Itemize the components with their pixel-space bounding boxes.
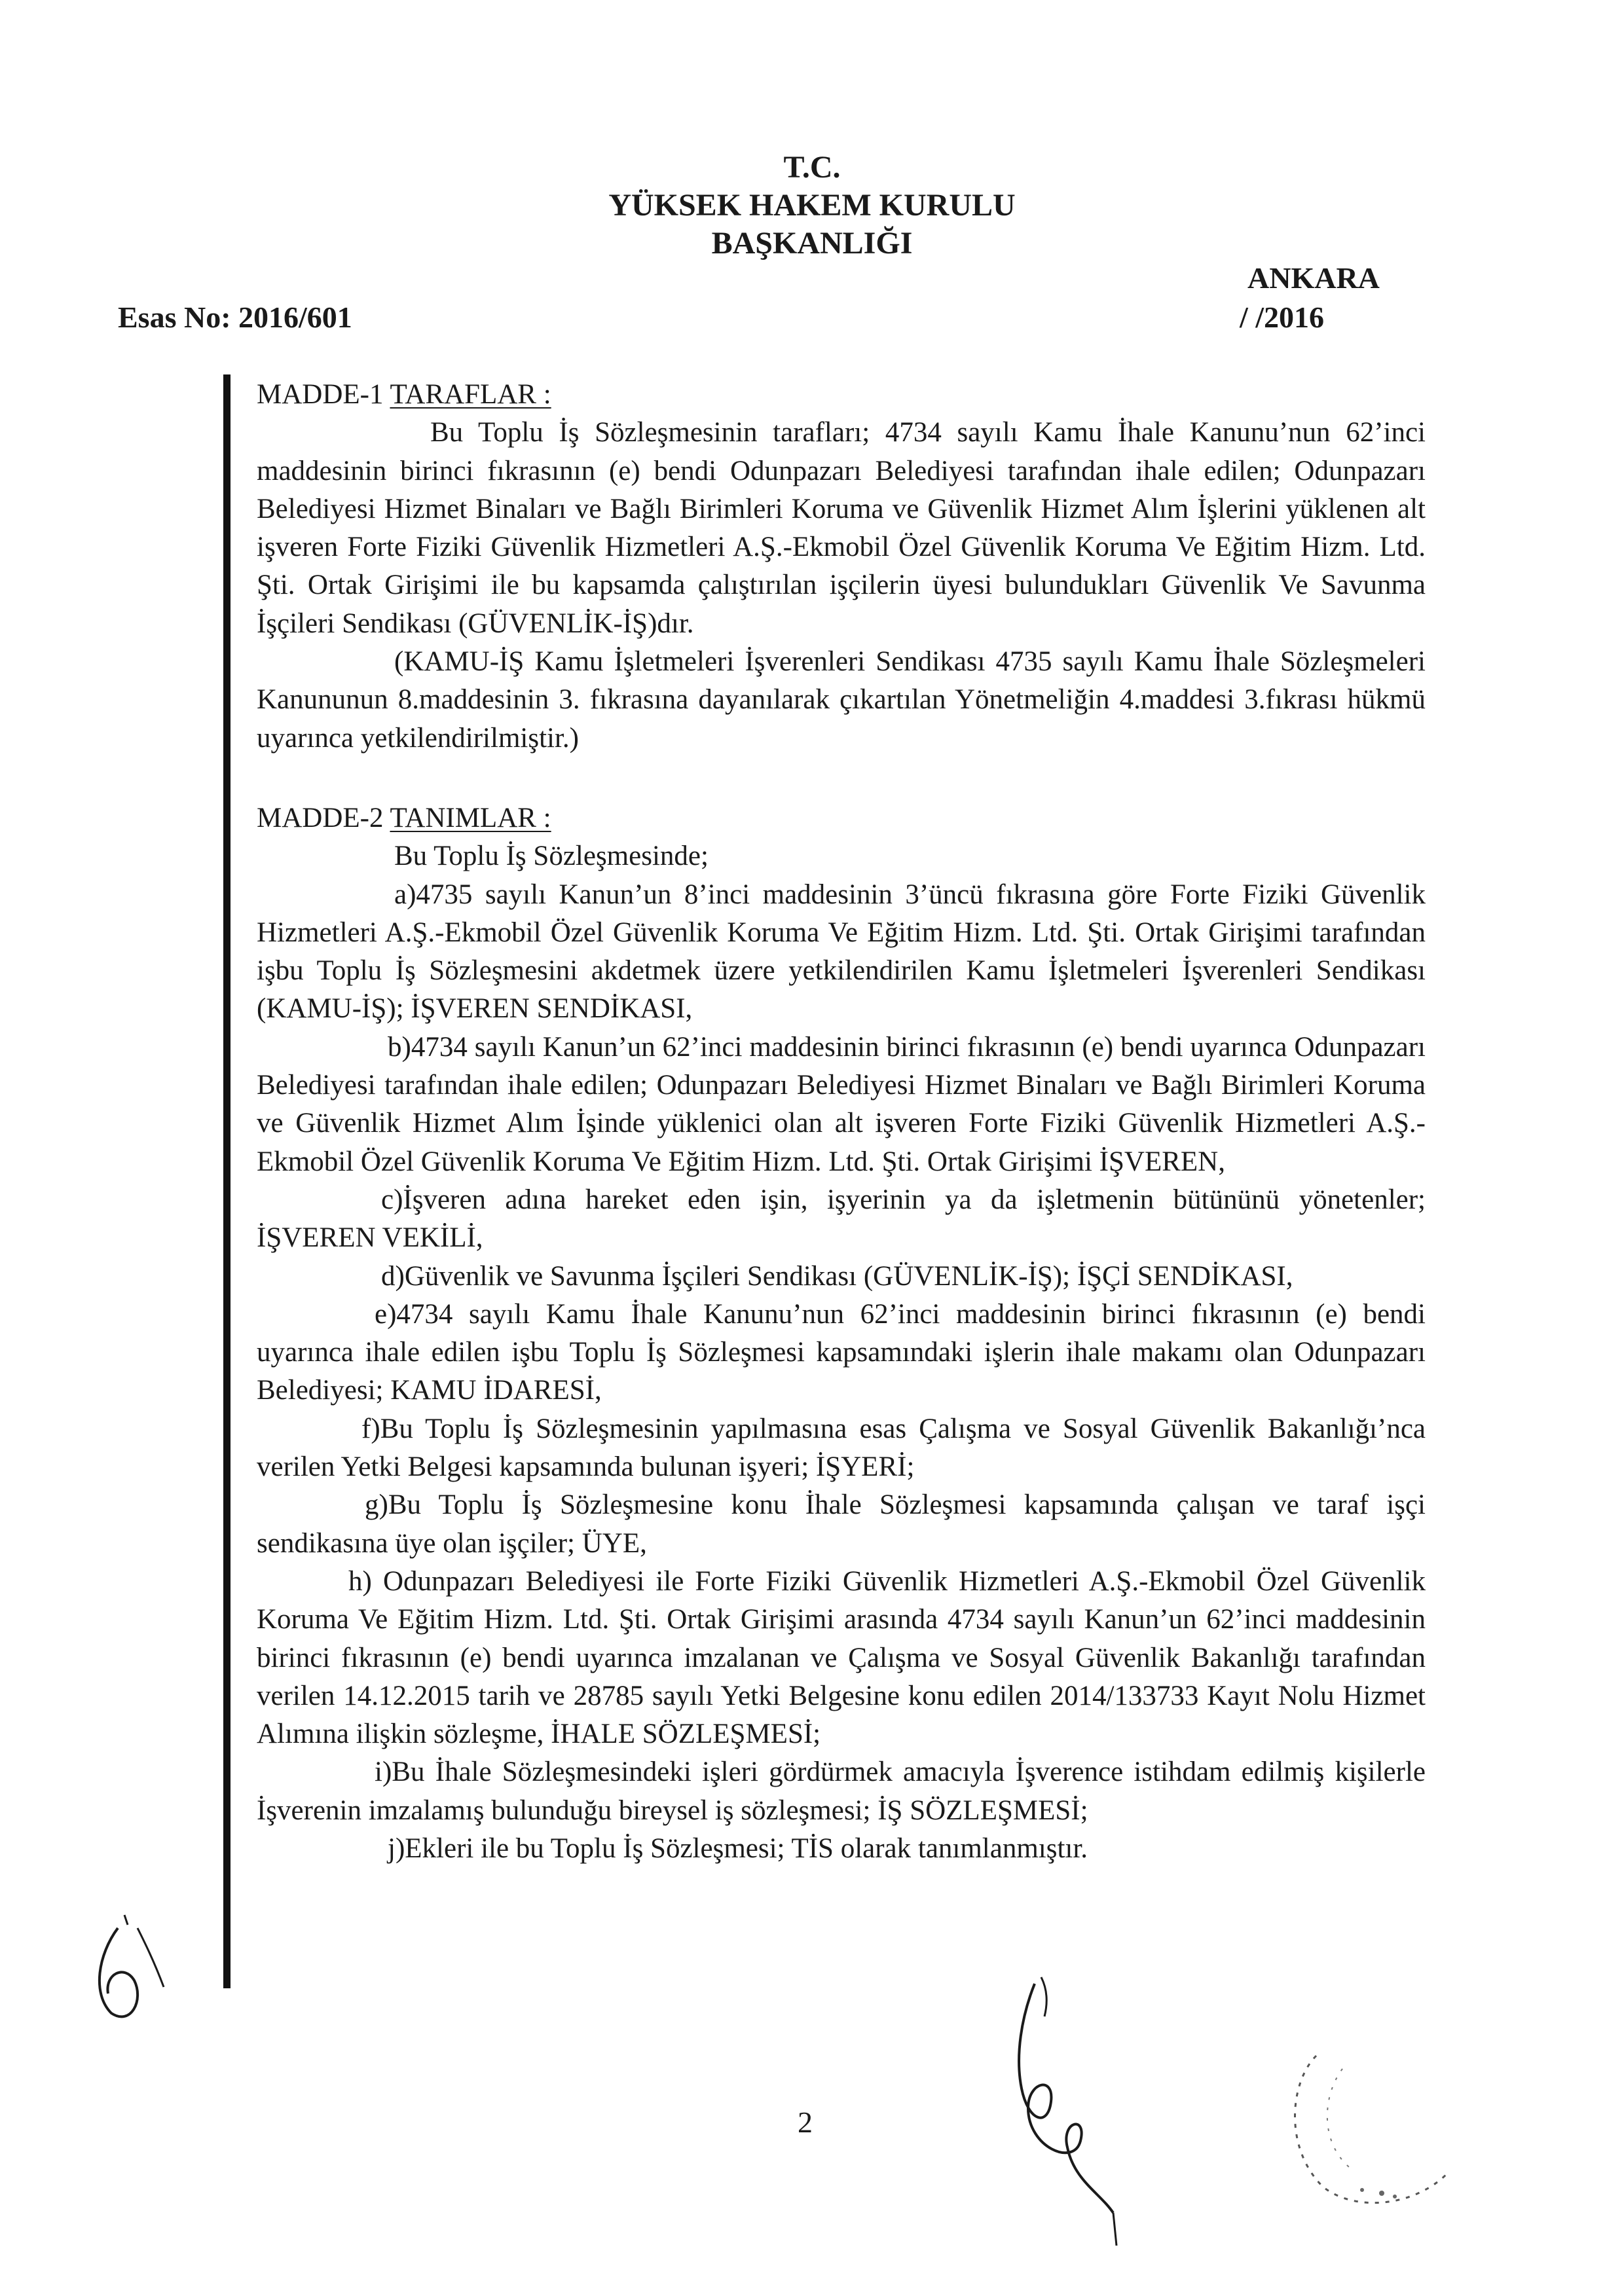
- page-number: 2: [798, 2105, 813, 2139]
- signature: [950, 1977, 1146, 2252]
- article-2-number: MADDE-2: [257, 802, 390, 833]
- case-number: Esas No: 2016/601: [118, 301, 352, 334]
- article-2-heading: [257, 799, 1426, 837]
- header-presidency: BAŞKANLIĞI: [711, 226, 913, 261]
- definition-item-c: c)İşveren adına hareket eden işin, işyerinin ya da işletmenin bütününü yönetenler; İŞVEREN VEKİLİ,: [257, 1184, 1426, 1254]
- article-2-intro: Bu Toplu İş Sözleşmesinde;: [394, 841, 709, 872]
- definition-item-b: b)4734 sayılı Kanun’un 62’inci maddesinin birinci fıkrasının (e) bendi uyarınca Odunpazarı Belediyesi tarafından ihale edilen; Odunpazarı Belediyesi Hizmet Binaları ve Bağlı Birimleri Koruma ve Güvenlik Hizmet Alım İşinde yüklenici olan alt işveren Forte Fiziki Güvenlik Hizmetleri A.Ş.-Ekmobil Özel Güvenlik Koruma Ve Eğitim Hizm. Ltd. Şti. Ortak Girişimi İŞVEREN,: [257, 1031, 1426, 1177]
- article-1-paragraph: (KAMU-İŞ Kamu İşletmeleri İşverenleri Sendikası 4735 sayılı Kamu İhale Sözleşmeleri Kanununun 8.maddesinin 3. fıkrasına dayanılarak çıkartılan Yönetmeliğin 4.maddesi 3.fıkrası hükmü uyarınca yetkilendirilmiştir.): [257, 646, 1426, 754]
- document-body: [257, 376, 1426, 1868]
- definition-item-a: a)4735 sayılı Kanun’un 8’inci maddesinin 3’üncü fıkrasına göre Forte Fiziki Güvenlik Hizmetleri A.Ş.-Ekmobil Özel Güvenlik Koruma Ve Eğitim Hizm. Ltd. Şti. Ortak Girişimi tarafından işbu Toplu İş Sözleşmesini akdetmek üzere yetkilendirilen Kamu İşletmeleri İşverenleri Sendikası (KAMU-İŞ); İŞVEREN SENDİKASI,: [257, 879, 1426, 1025]
- definition-item-h: h) Odunpazarı Belediyesi ile Forte Fiziki Güvenlik Hizmetleri A.Ş.-Ekmobil Özel Güvenlik Koruma Ve Eğitim Hizm. Ltd. Şti. Ortak Girişimi arasında 4734 sayılı Kanun’un 62’inci maddesinin birinci fıkrasının (e) bendi uyarınca imzalanan ve Çalışma ve Sosyal Güvenlik Bakanlığı tarafından verilen 14.12.2015 tarih ve 28785 sayılı Yetki Belgesine konu edilen 2014/133733 Kayıt Nolu Hizmet Alımına ilişkin sözleşme, İHALE SÖZLEŞMESİ;: [257, 1565, 1426, 1750]
- article-1-heading: [257, 376, 1426, 414]
- document-date: / /2016: [1240, 301, 1325, 334]
- definition-item-e: e)4734 sayılı Kamu İhale Kanunu’nun 62’inci maddesinin birinci fıkrasının (e) bendi uyarınca ihale edilen işbu Toplu İş Sözleşmesi kapsamındaki işlerin ihale makamı olan Odunpazarı Belediyesi; KAMU İDARESİ,: [257, 1298, 1426, 1406]
- header-institution: YÜKSEK HAKEM KURULU: [608, 188, 1016, 223]
- definition-item-i: i)Bu İhale Sözleşmesindeki işleri gördürmek amacıyla İşverence istihdam edilmiş kişilerle İşverenin imzalamış bulunduğu bireysel iş sözleşmesi; İŞ SÖZLEŞMESİ;: [257, 1757, 1426, 1826]
- definition-item-g: g)Bu Toplu İş Sözleşmesine konu İhale Sözleşmesi kapsamında çalışan ve taraf işçi sendikasına üye olan işçiler; ÜYE,: [257, 1489, 1426, 1559]
- stamp: [1264, 2030, 1473, 2226]
- definition-item-f: f)Bu Toplu İş Sözleşmesinin yapılmasına esas Çalışma ve Sosyal Güvenlik Bakanlığı’nca verilen Yetki Belgesi kapsamında bulunan işyeri; İŞYERİ;: [257, 1413, 1426, 1483]
- city-label: ANKARA: [1247, 261, 1380, 295]
- article-1-number: MADDE-1: [257, 379, 390, 410]
- definition-item-d: d)Güvenlik ve Savunma İşçileri Sendikası (GÜVENLİK-İŞ); İŞÇİ SENDİKASI,: [381, 1260, 1293, 1292]
- header-tc: T.C.: [783, 150, 841, 185]
- margin-bar: [223, 374, 231, 1988]
- article-1-title: TARAFLAR :: [390, 379, 551, 410]
- handwritten-margin-mark: [79, 1902, 183, 2033]
- article-1-paragraph: Bu Toplu İş Sözleşmesinin tarafları; 4734 sayılı Kamu İhale Kanunu’nun 62’inci maddesinin birinci fıkrasının (e) bendi Odunpazarı Belediyesi tarafından ihale edilen; Odunpazarı Belediyesi Hizmet Binaları ve Bağlı Birimleri Koruma ve Güvenlik Hizmet Alım İşlerini yüklenen alt işveren Forte Fiziki Güvenlik Hizmetleri A.Ş.-Ekmobil Özel Güvenlik Koruma Ve Eğitim Hizm. Ltd. Şti. Ortak Girişimi ile bu kapsamda çalıştırılan işçilerin üyesi bulundukları Güvenlik Ve Savunma İşçileri Sendikası (GÜVENLİK-İŞ)dır.: [257, 417, 1426, 639]
- article-2-title: TANIMLAR :: [390, 802, 551, 833]
- definition-item-j: j)Ekleri ile bu Toplu İş Sözleşmesi; TİS olarak tanımlanmıştır.: [388, 1832, 1088, 1864]
